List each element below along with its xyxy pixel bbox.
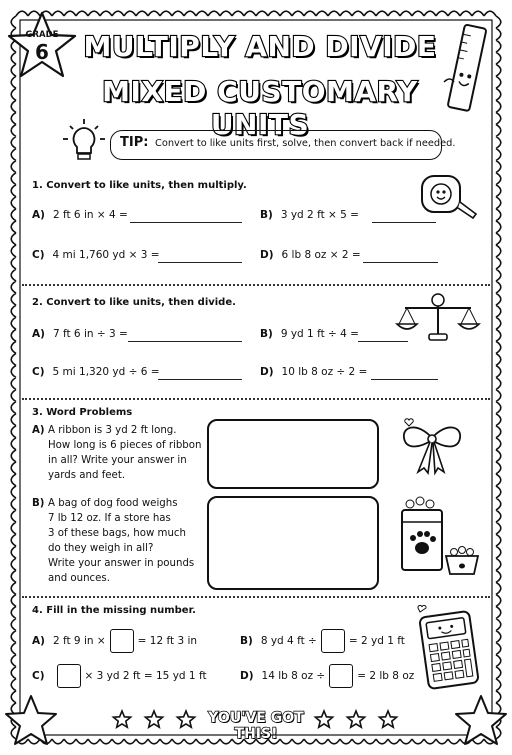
ruler-icon: [440, 22, 496, 114]
answer-blank-1a[interactable]: [130, 221, 242, 223]
problem-line: yards and feet.: [48, 470, 126, 481]
problem-text-after: = 2 yd 1 ft: [348, 635, 405, 647]
pet-bowl-icon: [442, 540, 482, 580]
calculator-icon: [414, 604, 484, 692]
star-icon: [379, 711, 396, 727]
answer-blank-1b[interactable]: [372, 221, 436, 223]
missing-number-box[interactable]: [110, 629, 134, 653]
problem-line: 3 of these bags, how much: [48, 528, 186, 539]
missing-number-box[interactable]: [321, 629, 345, 653]
problem-text: 3 yd 2 ft × 5 =: [280, 209, 359, 221]
problem-text-after: × 3 yd 2 ft = 15 yd 1 ft: [84, 670, 207, 682]
star-icon: [452, 692, 510, 750]
tape-measure-icon: [418, 172, 478, 220]
answer-box-3a[interactable]: [207, 419, 379, 489]
footer-text: YOU'VE GOT THIS!: [208, 710, 304, 742]
answer-box-3b[interactable]: [207, 496, 379, 590]
tip-text: Convert to like units first, solve, then convert back if needed.: [155, 138, 456, 149]
problem-line: in all? Write your answer in: [48, 455, 187, 466]
problem-label: B): [260, 209, 273, 221]
star-icon: [2, 692, 60, 750]
problem-label: D): [260, 366, 274, 378]
section-2-problem-a: [32, 328, 128, 340]
problem-line: A ribbon is 3 yd 2 ft long.: [48, 425, 177, 436]
problem-text: 2 ft 6 in × 4 =: [52, 209, 128, 221]
star-icon: [347, 711, 364, 727]
problem-text: 10 lb 8 oz ÷ 2 =: [281, 366, 368, 378]
grade-label: GRADE: [25, 30, 59, 40]
problem-label: B): [32, 498, 45, 509]
problem-label: C): [32, 670, 45, 682]
problem-line: A bag of dog food weighs: [48, 498, 178, 509]
title-line-2: MIXED CUSTOMARY UNITS: [102, 75, 418, 141]
problem-label: C): [32, 366, 45, 378]
missing-number-box[interactable]: [329, 664, 353, 688]
problem-line: 7 lb 12 oz. If a store has: [48, 513, 171, 524]
title-line-1: MULTIPLY AND DIVIDE: [83, 30, 437, 63]
problem-label: B): [240, 635, 253, 647]
answer-blank-2c[interactable]: [158, 378, 242, 380]
section-2-problem-c: [32, 366, 160, 378]
problem-line: and ounces.: [48, 573, 110, 584]
section-2-problem-d: [260, 366, 367, 378]
star-icon: [315, 711, 332, 727]
problem-label: B): [260, 328, 273, 340]
star-icon: [177, 711, 194, 727]
section-4-problem-d: [240, 664, 414, 688]
section-divider: [22, 398, 490, 400]
section-4-problem-c: [32, 664, 207, 688]
problem-line: do they weigh in all?: [48, 543, 154, 554]
answer-blank-2a[interactable]: [128, 340, 242, 342]
problem-label: D): [240, 670, 254, 682]
problem-text-after: = 12 ft 3 in: [137, 635, 198, 647]
section-divider: [22, 284, 490, 286]
problem-text: 4 mi 1,760 yd × 3 =: [52, 249, 160, 261]
problem-label: D): [260, 249, 274, 261]
lightbulb-icon: [62, 118, 106, 168]
section-4-problem-a: [32, 629, 197, 653]
problem-text-before: 14 lb 8 oz ÷: [261, 670, 326, 682]
answer-blank-2b[interactable]: [358, 340, 408, 342]
balance-scale-icon: [395, 290, 481, 342]
section-1-title: 1. Convert to like units, then multiply.: [32, 180, 247, 191]
section-1-problem-a: [32, 209, 128, 221]
answer-blank-1d[interactable]: [363, 261, 438, 263]
answer-blank-2d[interactable]: [371, 378, 438, 380]
star-icon: [145, 711, 162, 727]
problem-text: 7 ft 6 in ÷ 3 =: [52, 328, 128, 340]
section-1-problem-c: [32, 249, 160, 261]
problem-text-before: 2 ft 9 in ×: [52, 635, 106, 647]
problem-line: Write your answer in pounds: [48, 558, 195, 569]
section-2-problem-b: [260, 328, 359, 340]
problem-text: 5 mi 1,320 yd ÷ 6 =: [52, 366, 160, 378]
section-1-problem-d: [260, 249, 361, 261]
section-1-problem-b: [260, 209, 359, 221]
problem-text-before: 8 yd 4 ft ÷: [260, 635, 317, 647]
problem-label: A): [32, 425, 45, 436]
problem-text-after: = 2 lb 8 oz: [357, 670, 415, 682]
problem-line: How long is 6 pieces of ribbon: [48, 440, 202, 451]
section-3-title: 3. Word Problems: [32, 407, 133, 418]
star-icon: [113, 711, 130, 727]
section-4-problem-b: [240, 629, 405, 653]
problem-label: A): [32, 635, 45, 647]
problem-text: 9 yd 1 ft ÷ 4 =: [280, 328, 359, 340]
problem-label: A): [32, 209, 45, 221]
problem-text: 6 lb 8 oz × 2 =: [281, 249, 361, 261]
section-divider: [22, 596, 490, 598]
word-problem-b: [32, 496, 208, 586]
problem-label: A): [32, 328, 45, 340]
section-2-title: 2. Convert to like units, then divide.: [32, 297, 236, 308]
heart-icon: [404, 418, 414, 427]
tip-label: TIP:: [120, 135, 149, 150]
missing-number-box[interactable]: [57, 664, 81, 688]
word-problem-a: [32, 423, 208, 483]
answer-blank-1c[interactable]: [158, 261, 242, 263]
section-4-title: 4. Fill in the missing number.: [32, 605, 196, 616]
grade-number: 6: [35, 40, 49, 64]
problem-label: C): [32, 249, 45, 261]
